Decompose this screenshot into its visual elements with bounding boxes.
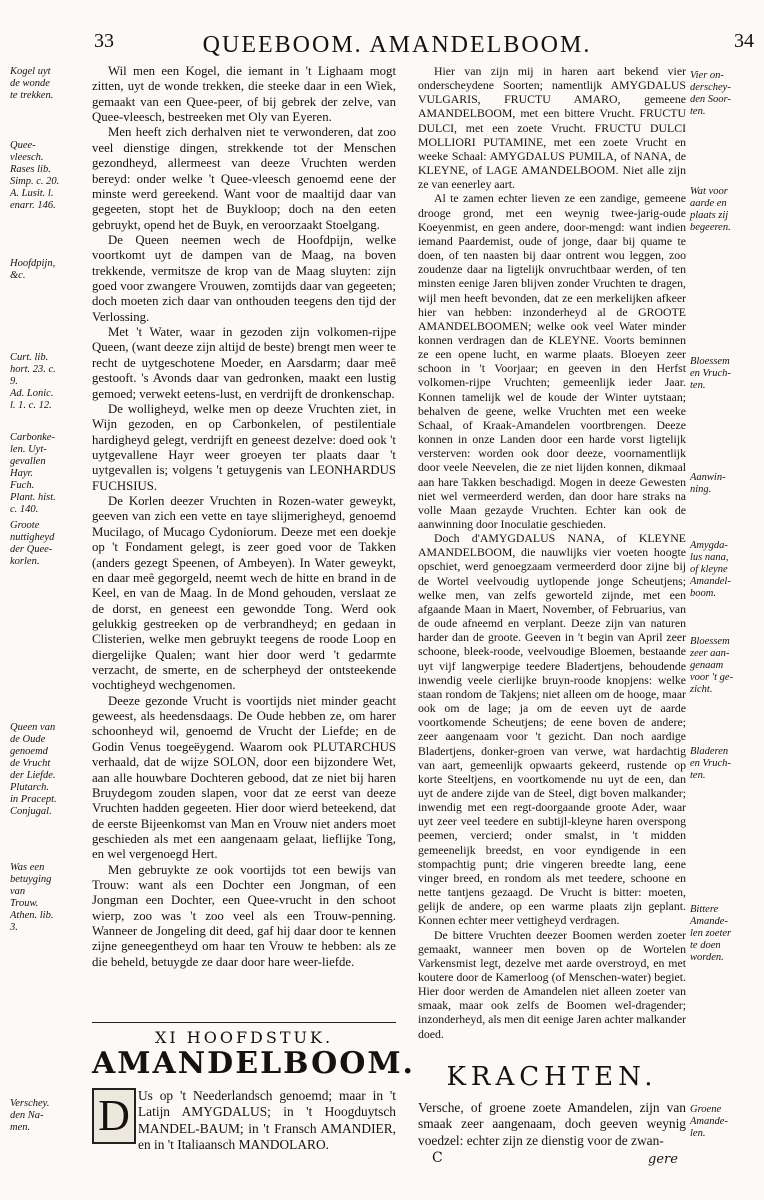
margin-note-right: Aanwin- ning. [690,472,726,495]
paragraph: Deeze gezonde Vrucht is voortijds niet minder geacht geweest, als heedensdaags. De Oude hebben ze, om harer schoonheyd wil, genoemd de Vrucht der Liefde; en de Godin Venus toegeëygend. Waarom ook PLUTARCHUS verhaald, dat de wijze SOLON, door een bijzondere Wet, aan alle houwbare Dochteren gebood, dat ze niet bij haren Bruydegom zouden slapen, voor dat ze eerst van deeze Vruchten hadden gegeeten. Hier door wierd beteekend, dat de eerste Bijeenkomst van Man en Vrouw niet anders moet geschieden als met een aangenaam gelaat, lieflijke Tong, en wel vergenoegd Hert. [92,693,396,862]
paragraph: Men heeft zich derhalven niet te verwonderen, dat zoo veel dienstige dingen, strekkende tot der Menschen gezondheyd, allermeest van deeze Vruchten werden bereyd: onder welke 't Quee-vleesch genoemd eene der minste werd gereekend. Want voor de maaltijd daar van gegeeten, stopt het de Buykloop; doch na den eeten gebruykt, opend het de Buyk, en veroorzaakt Stoelgang. [92,125,396,232]
margin-note-left: Queen van de Oude genoemd de Vrucht der Liefde. Plutarch. in Pracept. Conjugal. [10,722,57,817]
margin-note-left: Hoofdpijn, &c. [10,258,56,281]
paragraph: Met 't Water, waar in gezoden zijn volkomen-rijpe Queen, (want deeze zijn altijd de beste) brengt men weer te recht de uytgeschotene Moeder, en Aarsdarm; daar meê gestooft. 's Avonds daar van gedronken, maakt een lustig gemoed; verwekt eetens-lust, en verdrijft de dronkenschap. [92,325,396,401]
paragraph: Doch d'AMYGDALUS NANA, of KLEYNE AMANDELBOOM, die nauwlijks vier voeten hoogte opschiet, werd genoegzaam vermeerderd door zijne bij de Wortel veelvoudig uytlopende jonge Scheutjens; welke men, van zelfs geworteld zijnde, met een afgaande Maan in Maert, November, of Februarius, van de oude afneemd en verplant. Deeze zijn van naturen harder dan de groote. Geeven in 't begin van April zeer schoone, bleek-roode, veelvoudige Bloemen, bestaande uyt vijf langwerpige teedere Bladertjens, behoudende inwendig veele cierlijke bruyn-roode knopjens: welke staan rondom de Takjens; niet alleen om de hooge, maar ook om de lage; ja om de eeven uyt de aarde voortkomende Scheutjens; de eene boven de andere; zeer aangenaam voor 't gezicht. Dan noch aardige Bladertjens, donker-groen van verwe, wat hardachtig van aart, gemeenlijk opwaarts gekeerd, rustende op korte Steeltjens, en voortkomende nu uyt de een, dan uyt de andere zijde van de Steel, digt boven malkander; inwendig met een regt-doorgaande groote Ader, waar uyt zeer veel teedere en subtijl-kleyne haren overspong peemen, vercierd; onder smalst, in 't midden gemeenelijk breedst, en voor eyndigende in een stompachtig punt; drie vingeren breedte lang, eene vinger breed, en rondom als met teedere, schoone en nette tantjens gezaagd. De Vrucht is bitter: moeten, gelijk de andere, op een warme plaats zijn geplant. Konnen echter meer vettigheyd verdragen. [418,531,686,928]
margin-note-left: Quee- vleesch. Rases lib. Simp. c. 20. A. Lusit. l. enarr. 146. [10,140,60,211]
margin-note-left: Carbonke- len. Uyt- gevallen Hayr. Fuch. Plant. hist. c. 140. [10,432,56,515]
margin-note-right: Bittere Amande- len zoeter te doen worden. [690,904,732,963]
margin-note-right: Amygda- lus nana, of kleyne Amandel- boom. [690,540,731,599]
paragraph: Men gebruykte ze ook voortijds tot een bewijs van Trouw: want als een Dochter een Jongman, of een Jongman een Dochter, een Quee-vrucht in den schoot wierp, zoo was 't zoo veel als een Trouw-penning. Wanneer de Jongeling dit deed, gaf hij daar door te kennen zijne geneegentheyd om haar ten Vrouw te hebben: als ze die beheld, betuygde ze daar door hare weer-liefde. [92,862,396,969]
chapter-opening: Us op 't Neederlandsch genoemd; maar in 't Latijn AMYGDALUS; in 't Hoogduytsch MANDEL-BAUM; in 't Fransch AMANDIER, en in 't Italiaansch MANDOLARO. [138,1088,396,1153]
chapter-number: XI HOOFDSTUK. [154,1028,334,1047]
running-title: QUEEBOOM. AMANDELBOOM. [202,32,592,58]
drop-cap: D [92,1088,136,1144]
margin-note-left: Verschey. den Na- men. [10,1098,50,1133]
margin-note-right: Wat voor aarde en plaats zij begeeren. [690,186,731,233]
left-column [92,64,396,970]
paragraph: De Korlen deezer Vruchten in Rozen-water geweykt, geeven van zich een vette en taye slijmerigheyd, genoemd Mucilago, of Mucago Cydoniorum. Deeze met een doekje op 't Fondament gelegt, is zeer goed voor de Takken (anders gezegt Speenen, of Ambeyen). In Water geweykt, en daar meê gegorgeld, neemt wech de hitte en brand in de Keel, en van de Maag. In de Mond gehouden, verslaat ze de dorst, en geneest een gewondde Tong. Werd ook gelukkig gestreeken op de verbrandheyd; en gedaan in Clisterien, welke men gebruykt teegens de roode Loop en diergelijke Qualen; want hier door werd 't gedarmte verzacht, de smerte, en de scherpheyd der ontsteekende vochtigheyd wechgenomen. [92,494,396,693]
paragraph: Wil men een Kogel, die iemant in 't Lighaam mogt zitten, uyt de wonde trekken, die steeke daar in een Wiek, gemaakt van een Quee-peer, of bij gebrek der zelve, van Quee-vleesch, bestreeken met Oly van Eyeren. [92,64,396,125]
right-column [418,64,686,1041]
margin-note-left: Curt. lib. hort. 23. c. 9. Ad. Lonic. l. 1. c. 12. [10,352,56,411]
margin-note-left: Was een betuyging van Trouw. Athen. lib. 3. [10,862,54,933]
chapter-title: AMANDELBOOM. [92,1046,415,1081]
paragraph: De bittere Vruchten deezer Boomen werden zoeter gemaakt, wanneer men boven op de Wortelen Varkensmist legt, dezelve met aarde overstroyd, en met koutere door de Kamerloog (of Menschen-water) begiet. Hier door werden de Amandelen niet alleen zoeter van smaak, maar ook zelfs de Boomen wel-dragender; inzonderheyd, als men dit eenige Jaren achter malkander doed. [418,927,686,1041]
margin-note-left: Groote nuttigheyd der Quee- korlen. [10,520,55,567]
margin-note-right: Bloessem en Vruch- ten. [690,356,731,391]
paragraph: Al te zamen echter lieven ze een zandige, gemeene drooge grond, met een weynig twee-jarig-oude Koeyenmist, en geen andere, door-mengd: want indien iemand Paardemist, oude of jonge, daar bij quame te doen, of ten naasten bij daar ontrent wou leggen, zoo zoudenze daar na ligtelijk onvruchtbaar werden, of ten minsten eenige Jaren blijven zonder Vruchten te dragen, wijl men heeft bevonden, dat ze een merkelijken afkeer hier van hebben: inzonderheyd al de GROOTE AMANDELBOOMEN; welke ook veel Water minder konnen verdragen dan de KLEYNE. Voorts beminnen ze een opene lucht, en warme plaats. Bloeyen zeer schoon in 't Voorjaar; en geeven in den Herfst volkomen-rijpe Vruchten; gemeenlijk ieder Jaar. Konnen tamelijk wel de koude der Winter uytstaan; behalven de geene, welke Vruchten met een weeke Schaal, of Kraak-Amandelen voortbrengen. Deeze konnen in onze Landen door een harde vorst ligtelijk versterven: worden ook door deeze, voornamentlijk door veele Neevelen, die ze niet lijden konnen, dikmaal aan hare Takken beschadigd. Mogen in deeze Gewesten niet wel vermeerderd werden, dan door hare straks na volle Maan gezayde Vruchten. Echter kan ook de aanwinning door Inoculatie geschieden. [418,191,686,531]
chapter-rule [92,1022,396,1023]
margin-note-right: Groene Amande- len. [690,1104,728,1139]
page-number-right: 34 [734,30,754,52]
section-heading: KRACHTEN. [446,1062,658,1092]
margin-note-left: Kogel uyt de wonde te trekken. [10,66,54,101]
page-number-left: 33 [94,30,114,52]
krachten-text: Versche, of groene zoete Amandelen, zijn van smaak zeer aangenaam, doch geeven weynig voedzel: echter zijn ze dienstig voor de zwan- [418,1100,686,1148]
margin-note-right: Bloessem zeer aan- genaam voor 't ge- zicht. [690,636,734,695]
catchword: gere [648,1152,678,1167]
paragraph: Hier van zijn mij in haren aart bekend vier onderscheydene Soorten; namentlijk AMYGDALUS VULGARIS, FRUCTU AMARO, gemeene AMANDELBOOM, met een bittere Vrucht. FRUCTU DULCI, met een zoete Vrucht. FRUCTU DULCI MOLLIORI PUTAMINE, met een zoete Vrucht en weeke Schaal: AMYGDALUS PUMILA, of NANA, de KLEYNE, of LAGE AMANDELBOOM. Niet alle zijn ze van eenerley aart. [418,64,686,192]
margin-note-right: Vier on- derschey- den Soor- ten. [690,70,731,117]
paragraph: De wolligheyd, welke men op deeze Vruchten ziet, in Wijn gezoden, en op Carbonkelen, of pestilentiale hardigheyd gelegt, verdrijft en geneest dezelve: doed ook 't uytgevallene Hayr weer groeyen ter plaats daar 't uytgevallen is; volgens 't getuygenis van LEONHARDUS FUCHSIUS. [92,401,396,493]
paragraph: De Queen neemen wech de Hoofdpijn, welke voortkomt uyt de dampen van de Maag, na boven trekkende, vermitsze de krop van de Maag sluyten: zijn goed voor zwangere Vrouwen, zomtijds daar van gegeeten; doch moeten zich daar van onthouden teegens den tijd der Verlossing. [92,232,396,324]
signature-mark: C [432,1150,443,1166]
margin-note-right: Bladeren en Vruch- ten. [690,746,731,781]
